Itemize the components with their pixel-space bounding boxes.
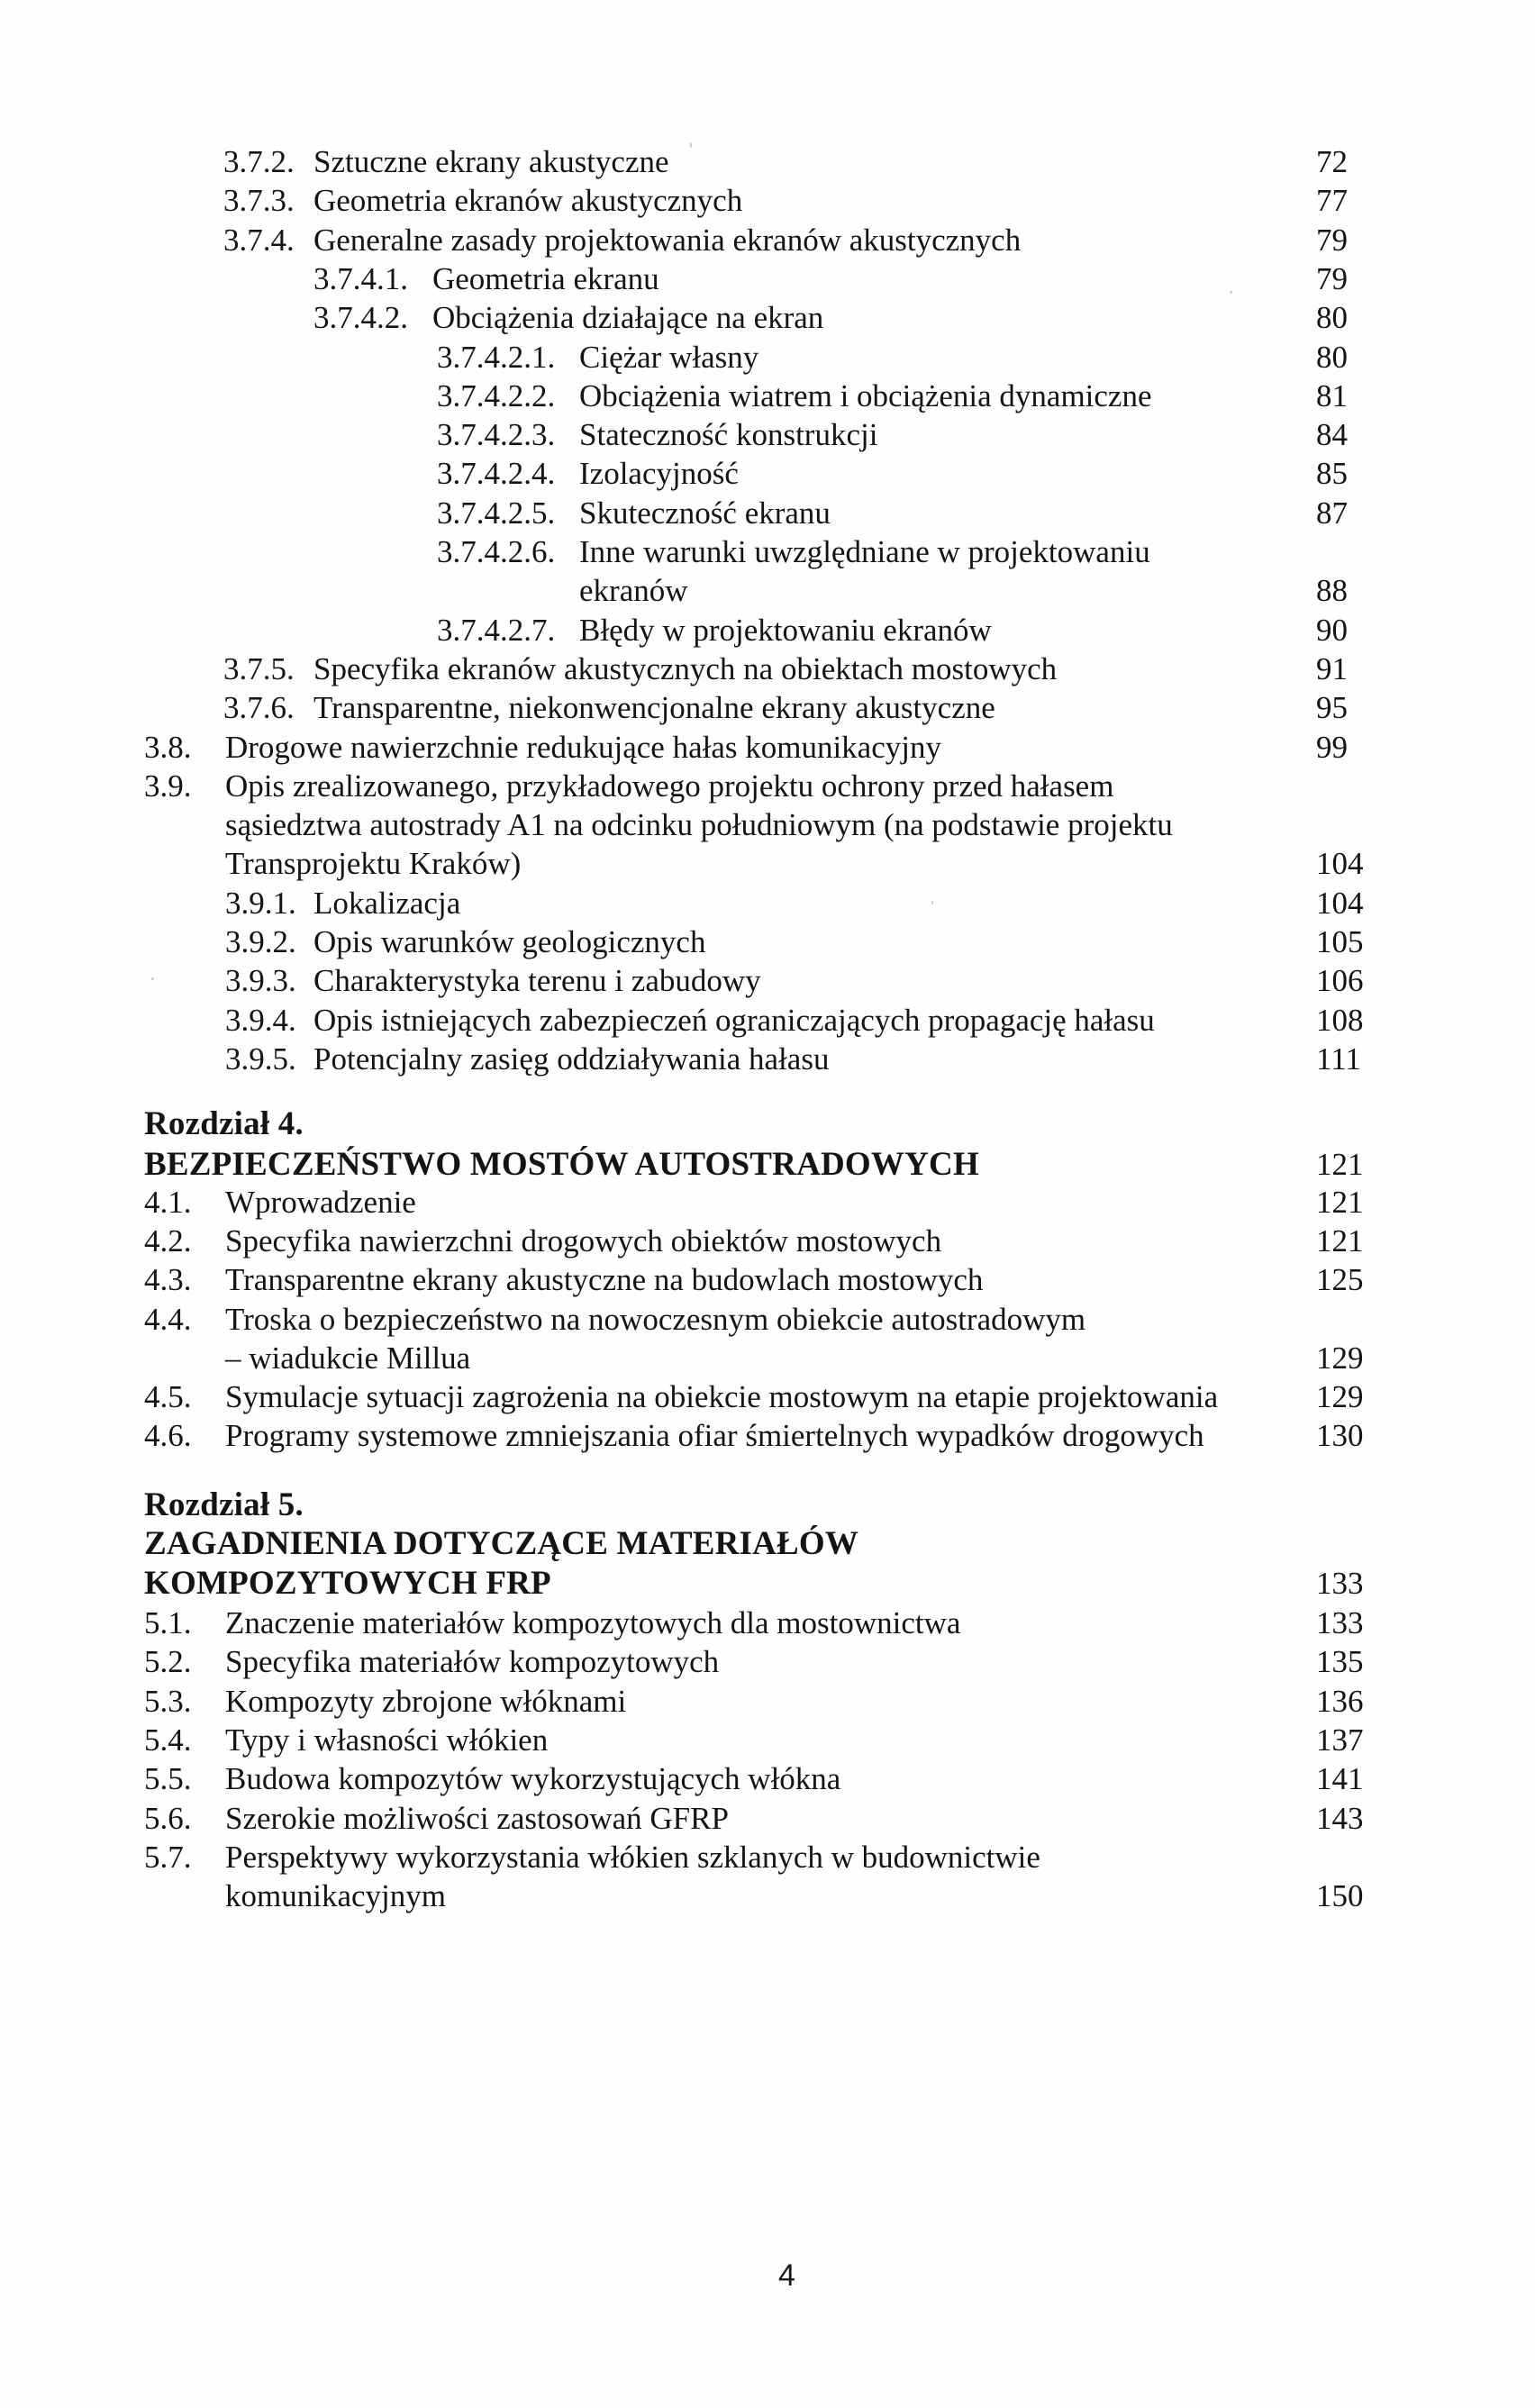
toc-entry-title: Błędy w projektowaniu ekranów bbox=[579, 612, 992, 648]
toc-entry[interactable] bbox=[0, 1799, 1535, 1838]
chapter-4-title: BEZPIECZEŃSTWO MOSTÓW AUTOSTRADOWYCH bbox=[144, 1146, 979, 1183]
toc-entry[interactable] bbox=[0, 1300, 1535, 1339]
toc-entry-page: 137 bbox=[1316, 1722, 1364, 1758]
toc-entry-page: 72 bbox=[1316, 144, 1348, 179]
toc-entry-page: 85 bbox=[1316, 456, 1348, 492]
toc-entry-page: 121 bbox=[1316, 1185, 1364, 1220]
toc-entry-number: 3.7.4.2.7. bbox=[437, 612, 556, 648]
toc-entry-title: Ciężar własny bbox=[579, 339, 759, 375]
toc-entry[interactable] bbox=[0, 298, 1535, 337]
toc-entry-title: Troska o bezpieczeństwo na nowoczesnym obiekcie autostradowym bbox=[225, 1301, 1086, 1337]
chapter-4-title-row[interactable] bbox=[0, 1145, 1535, 1184]
toc-entry-page: 90 bbox=[1316, 612, 1348, 648]
chapter-5-page: 133 bbox=[1316, 1566, 1364, 1601]
toc-entry[interactable] bbox=[0, 728, 1535, 767]
toc-entry-title: Symulacje sytuacji zagrożenia na obiekcie mostowym na etapie projektowania bbox=[225, 1379, 1219, 1414]
toc-entry-number: 3.9.3. bbox=[225, 963, 296, 999]
toc-entry[interactable] bbox=[0, 1040, 1535, 1078]
toc-entry-number: 3.7.6. bbox=[223, 690, 295, 726]
toc-entry-number: 3.7.3. bbox=[223, 183, 295, 219]
toc-entry-number: 5.7. bbox=[144, 1839, 192, 1875]
toc-entry[interactable] bbox=[0, 1721, 1535, 1759]
toc-entry-number: 3.9.5. bbox=[225, 1040, 296, 1077]
toc-entry-page: 125 bbox=[1316, 1262, 1364, 1298]
toc-entry-page: 84 bbox=[1316, 417, 1348, 453]
toc-entry-title: Szerokie możliwości zastosowań GFRP bbox=[225, 1800, 729, 1836]
toc-entry-title: Drogowe nawierzchnie redukujące hałas komunikacyjny bbox=[225, 729, 941, 765]
toc-entry-title: Transparentne, niekonwencjonalne ekrany akustyczne bbox=[313, 690, 995, 726]
toc-entry-number: 3.8. bbox=[144, 729, 192, 765]
toc-entry-page: 80 bbox=[1316, 300, 1348, 336]
toc-entry-title: Wprowadzenie bbox=[225, 1185, 416, 1220]
scan-speck bbox=[690, 142, 692, 148]
toc-entry-title: Obciążenia działające na ekran bbox=[432, 300, 824, 336]
toc-entry[interactable] bbox=[0, 221, 1535, 259]
toc-entry-title: Opis zrealizowanego, przykładowego projektu ochrony przed hałasem bbox=[225, 768, 1114, 804]
toc-entry-number: 3.7.4.2.1. bbox=[437, 339, 556, 375]
toc-entry[interactable] bbox=[0, 338, 1535, 377]
toc-entry-number: 3.7.4.2.4. bbox=[437, 456, 556, 492]
toc-entry-continuation[interactable] bbox=[0, 805, 1535, 844]
toc-entry-number: 3.7.4.2. bbox=[313, 300, 408, 336]
toc-entry[interactable] bbox=[0, 259, 1535, 298]
toc-entry-number: 4.2. bbox=[144, 1223, 192, 1259]
toc-entry-number: 3.7.4.1. bbox=[313, 260, 408, 296]
toc-entry-page: 105 bbox=[1316, 924, 1364, 959]
toc-entry-title: – wiadukcie Millua bbox=[225, 1340, 471, 1376]
chapter-5-title-row-2[interactable] bbox=[0, 1564, 1535, 1603]
toc-entry-title: Typy i własności włókien bbox=[225, 1722, 549, 1758]
toc-entry-title: Potencjalny zasięg oddziaływania hałasu bbox=[313, 1040, 830, 1077]
toc-entry-number: 4.6. bbox=[144, 1418, 192, 1454]
toc-entry-number: 3.7.2. bbox=[223, 144, 295, 179]
toc-entry-page: 150 bbox=[1316, 1878, 1364, 1914]
toc-entry[interactable] bbox=[0, 1377, 1535, 1416]
scan-speck bbox=[151, 977, 154, 980]
toc-entry-title: Specyfika nawierzchni drogowych obiektów mostowych bbox=[225, 1223, 942, 1259]
toc-entry[interactable] bbox=[0, 961, 1535, 1000]
toc-entry[interactable] bbox=[0, 1416, 1535, 1455]
toc-entry-title: Transparentne ekrany akustyczne na budowlach mostowych bbox=[225, 1262, 984, 1298]
toc-entry[interactable] bbox=[0, 1183, 1535, 1222]
toc-entry-page: 95 bbox=[1316, 690, 1348, 726]
toc-entry[interactable] bbox=[0, 884, 1535, 922]
toc-entry[interactable] bbox=[0, 142, 1535, 181]
toc-entry-title: Specyfika materiałów kompozytowych bbox=[225, 1644, 720, 1680]
toc-entry-title: Stateczność konstrukcji bbox=[579, 417, 878, 453]
toc-entry-continuation[interactable] bbox=[0, 1339, 1535, 1377]
toc-entry[interactable] bbox=[0, 1838, 1535, 1876]
toc-entry[interactable] bbox=[0, 611, 1535, 650]
toc-entry-continuation[interactable] bbox=[0, 844, 1535, 883]
toc-entry-continuation[interactable] bbox=[0, 1876, 1535, 1915]
toc-entry[interactable] bbox=[0, 1222, 1535, 1260]
toc-entry-title: Skuteczność ekranu bbox=[579, 495, 831, 531]
scan-speck bbox=[931, 901, 933, 904]
toc-entry-title: Transprojektu Kraków) bbox=[225, 846, 522, 882]
toc-entry-number: 4.5. bbox=[144, 1379, 192, 1414]
toc-entry[interactable] bbox=[0, 1642, 1535, 1681]
toc-entry[interactable] bbox=[0, 1001, 1535, 1040]
toc-entry-number: 3.7.5. bbox=[223, 650, 295, 686]
toc-entry-page: 108 bbox=[1316, 1002, 1364, 1038]
toc-entry-title: Geometria ekranu bbox=[432, 260, 659, 296]
chapter-5-title-row-1[interactable] bbox=[0, 1524, 1535, 1563]
toc-entry-number: 5.3. bbox=[144, 1683, 192, 1719]
scan-speck bbox=[1230, 291, 1232, 294]
toc-entry-page: 79 bbox=[1316, 222, 1348, 258]
toc-entry-page: 143 bbox=[1316, 1800, 1364, 1836]
page-number: 4 bbox=[778, 2258, 795, 2293]
toc-entry[interactable] bbox=[0, 454, 1535, 493]
toc-entry-title: Znaczenie materiałów kompozytowych dla mostownictwa bbox=[225, 1605, 961, 1640]
toc-entry-number: 3.7.4.2.6. bbox=[437, 534, 556, 569]
toc-entry-page: 121 bbox=[1316, 1223, 1364, 1259]
toc-entry[interactable] bbox=[0, 688, 1535, 727]
toc-entry-number: 5.6. bbox=[144, 1800, 192, 1836]
toc-entry[interactable] bbox=[0, 494, 1535, 532]
toc-entry[interactable] bbox=[0, 650, 1535, 688]
toc-entry-title: Perspektywy wykorzystania włókien szklanych w budownictwie bbox=[225, 1839, 1040, 1875]
toc-entry-title: ekranów bbox=[579, 573, 688, 609]
toc-entry[interactable] bbox=[0, 532, 1535, 571]
toc-entry[interactable] bbox=[0, 415, 1535, 454]
chapter-4-label-row bbox=[0, 1104, 1535, 1143]
toc-entry-title: Inne warunki uwzględniane w projektowaniu bbox=[579, 534, 1150, 569]
toc-entry-title: Charakterystyka terenu i zabudowy bbox=[313, 963, 761, 999]
toc-entry-title: Geometria ekranów akustycznych bbox=[313, 183, 743, 219]
toc-entry-title: Sztuczne ekrany akustyczne bbox=[313, 144, 669, 179]
toc-entry-title: Obciążenia wiatrem i obciążenia dynamiczne bbox=[579, 377, 1152, 413]
toc-entry-title: komunikacyjnym bbox=[225, 1878, 446, 1914]
toc-entry-title: Kompozyty zbrojone włóknami bbox=[225, 1683, 627, 1719]
toc-entry-number: 3.7.4.2.5. bbox=[437, 495, 556, 531]
toc-entry-page: 81 bbox=[1316, 377, 1348, 413]
toc-entry-continuation[interactable] bbox=[0, 571, 1535, 610]
toc-entry[interactable] bbox=[0, 922, 1535, 961]
toc-entry[interactable] bbox=[0, 377, 1535, 415]
toc-entry-number: 3.9.2. bbox=[225, 924, 296, 959]
toc-entry-page: 79 bbox=[1316, 260, 1348, 296]
toc-entry-title: Opis warunków geologicznych bbox=[313, 924, 706, 959]
toc-entry-number: 5.2. bbox=[144, 1644, 192, 1680]
toc-entry-number: 5.1. bbox=[144, 1605, 192, 1640]
toc-entry-page: 141 bbox=[1316, 1761, 1364, 1797]
toc-entry-page: 133 bbox=[1316, 1605, 1364, 1640]
toc-entry[interactable] bbox=[0, 1682, 1535, 1721]
toc-entry-number: 5.5. bbox=[144, 1761, 192, 1797]
toc-entry-title: Izolacyjność bbox=[579, 456, 739, 492]
chapter-5-label: Rozdział 5. bbox=[144, 1486, 304, 1523]
chapter-4-label: Rozdział 4. bbox=[144, 1105, 304, 1142]
toc-entry-page: 104 bbox=[1316, 885, 1364, 921]
toc-entry[interactable] bbox=[0, 767, 1535, 805]
toc-entry-title: Programy systemowe zmniejszania ofiar śmiertelnych wypadków drogowych bbox=[225, 1418, 1204, 1454]
toc-entry-page: 111 bbox=[1316, 1040, 1361, 1077]
toc-entry-page: 129 bbox=[1316, 1379, 1364, 1414]
toc-entry-number: 4.4. bbox=[144, 1301, 192, 1337]
toc-entry-number: 3.9.1. bbox=[225, 885, 296, 921]
toc-entry-title: Generalne zasady projektowania ekranów akustycznych bbox=[313, 222, 1022, 258]
toc-entry-page: 99 bbox=[1316, 729, 1348, 765]
toc-entry-page: 135 bbox=[1316, 1644, 1364, 1680]
toc-entry-number: 4.3. bbox=[144, 1262, 192, 1298]
toc-entry-number: 3.9.4. bbox=[225, 1002, 296, 1038]
toc-entry-number: 3.7.4. bbox=[223, 222, 295, 258]
toc-entry-title: Opis istniejących zabezpieczeń ograniczających propagację hałasu bbox=[313, 1002, 1155, 1038]
chapter-5-title-line-1: ZAGADNIENIA DOTYCZĄCE MATERIAŁÓW bbox=[144, 1525, 859, 1562]
toc-entry-title: sąsiedztwa autostrady A1 na odcinku południowym (na podstawie projektu bbox=[225, 807, 1173, 843]
chapter-5-label-row bbox=[0, 1486, 1535, 1524]
toc-entry-page: 87 bbox=[1316, 495, 1348, 531]
toc-entry[interactable] bbox=[0, 1604, 1535, 1642]
toc-entry-page: 91 bbox=[1316, 650, 1348, 686]
toc-entry[interactable] bbox=[0, 1759, 1535, 1798]
toc-entry-page: 80 bbox=[1316, 339, 1348, 375]
toc-entry-page: 106 bbox=[1316, 963, 1364, 999]
toc-entry-number: 5.4. bbox=[144, 1722, 192, 1758]
toc-entry-title: Budowa kompozytów wykorzystujących włókna bbox=[225, 1761, 841, 1797]
chapter-4-page: 121 bbox=[1316, 1147, 1364, 1182]
toc-entry-number: 3.9. bbox=[144, 768, 192, 804]
toc-entry-page: 77 bbox=[1316, 183, 1348, 219]
toc-entry-title: Specyfika ekranów akustycznych na obiektach mostowych bbox=[313, 650, 1058, 686]
toc-entry-page: 129 bbox=[1316, 1340, 1364, 1376]
toc-entry-page: 88 bbox=[1316, 573, 1348, 609]
toc-entry-title: Lokalizacja bbox=[313, 885, 461, 921]
toc-entry-page: 130 bbox=[1316, 1418, 1364, 1454]
toc-entry[interactable] bbox=[0, 1260, 1535, 1299]
toc-entry-page: 136 bbox=[1316, 1683, 1364, 1719]
toc-entry-page: 104 bbox=[1316, 846, 1364, 882]
toc-entry-number: 3.7.4.2.3. bbox=[437, 417, 556, 453]
chapter-5-title-line-2: KOMPOZYTOWYCH FRP bbox=[144, 1565, 551, 1602]
toc-entry-number: 4.1. bbox=[144, 1185, 192, 1220]
toc-entry[interactable] bbox=[0, 181, 1535, 220]
toc-entry-number: 3.7.4.2.2. bbox=[437, 377, 556, 413]
